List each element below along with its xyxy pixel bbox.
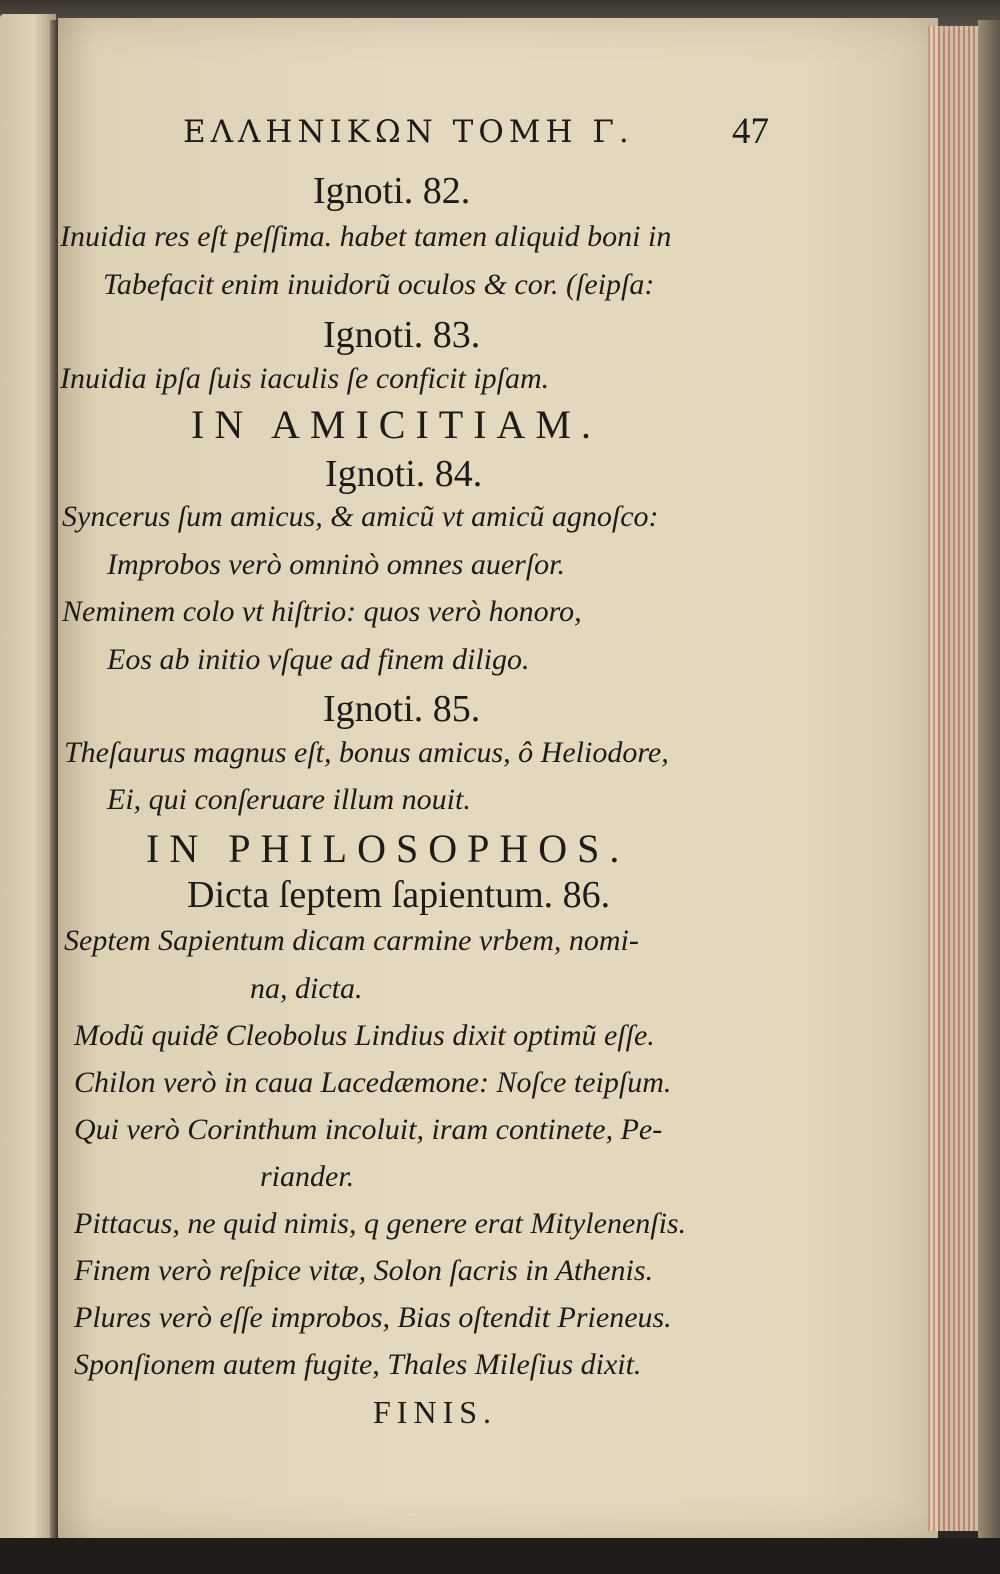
epigram-heading: Ignoti. 85. [323,688,481,730]
background-bottom [0,1538,1000,1574]
verse-line: Chilon verò in caua Lacedæmone: Noſce teipſum. [74,1066,672,1099]
running-head: ΕΛΛΗΝΙΚΩΝ ΤΟΜΗ Γ. [183,114,634,150]
page-number: 47 [732,111,769,152]
epigram-heading: Dicta ſeptem ſapientum. 86. [187,874,611,916]
verse-line: riander. [260,1160,355,1193]
verse-line: Neminem colo vt hiſtrio: quos verò honoro, [62,595,582,628]
verse-line: Septem Sapientum dicam carmine vrbem, nomi- [64,924,639,957]
verse-line: Inuidia res eſt peſſima. habet tamen aliquid boni in [60,220,672,253]
epigram-heading: Ignoti. 82. [313,170,471,212]
verse-line: Sponſionem autem fugite, Thales Mileſius dixit. [74,1348,642,1381]
cover-edge [978,20,1000,1540]
verse-line: Tabefacit enim inuidorũ oculos & cor. (ſeipſa: [103,268,655,301]
verse-line: Ei, qui conſeruare illum nouit. [107,783,471,816]
verse-line: Plures verò eſſe improbos, Bias oſtendit Prieneus. [74,1301,672,1334]
finis: FINIS. [373,1394,498,1430]
section-title: IN PHILOSOPHOS. [146,826,630,871]
verse-line: Theſaurus magnus eſt, bonus amicus, ô Heliodore, [64,736,669,769]
left-page-edge [0,14,56,1544]
epigram-heading: Ignoti. 84. [325,453,483,495]
epigram-heading: Ignoti. 83. [323,314,481,356]
verse-line: Syncerus ſum amicus, & amicũ vt amicũ agnoſco: [62,500,659,533]
verse-line: Improbos verò omninò omnes auerſor. [107,548,566,581]
gutter-shadow [50,20,58,1540]
verse-line: Eos ab initio vſque ad finem diligo. [107,643,530,676]
verse-line: Finem verò reſpice vitæ, Solon ſacris in Athenis. [74,1254,654,1287]
verse-line: na, dicta. [250,972,363,1005]
verse-line: Pittacus, ne quid nimis, q genere erat Mitylenenſis. [74,1207,687,1240]
section-title: IN AMICITIAM. [191,402,601,447]
verse-line: Modũ quidẽ Cleobolus Lindius dixit optimũ eſſe. [74,1019,655,1052]
verse-line: Qui verò Corinthum incoluit, iram continete, Pe- [74,1113,663,1146]
verse-line: Inuidia ipſa ſuis iaculis ſe conficit ipſam. [60,362,550,395]
